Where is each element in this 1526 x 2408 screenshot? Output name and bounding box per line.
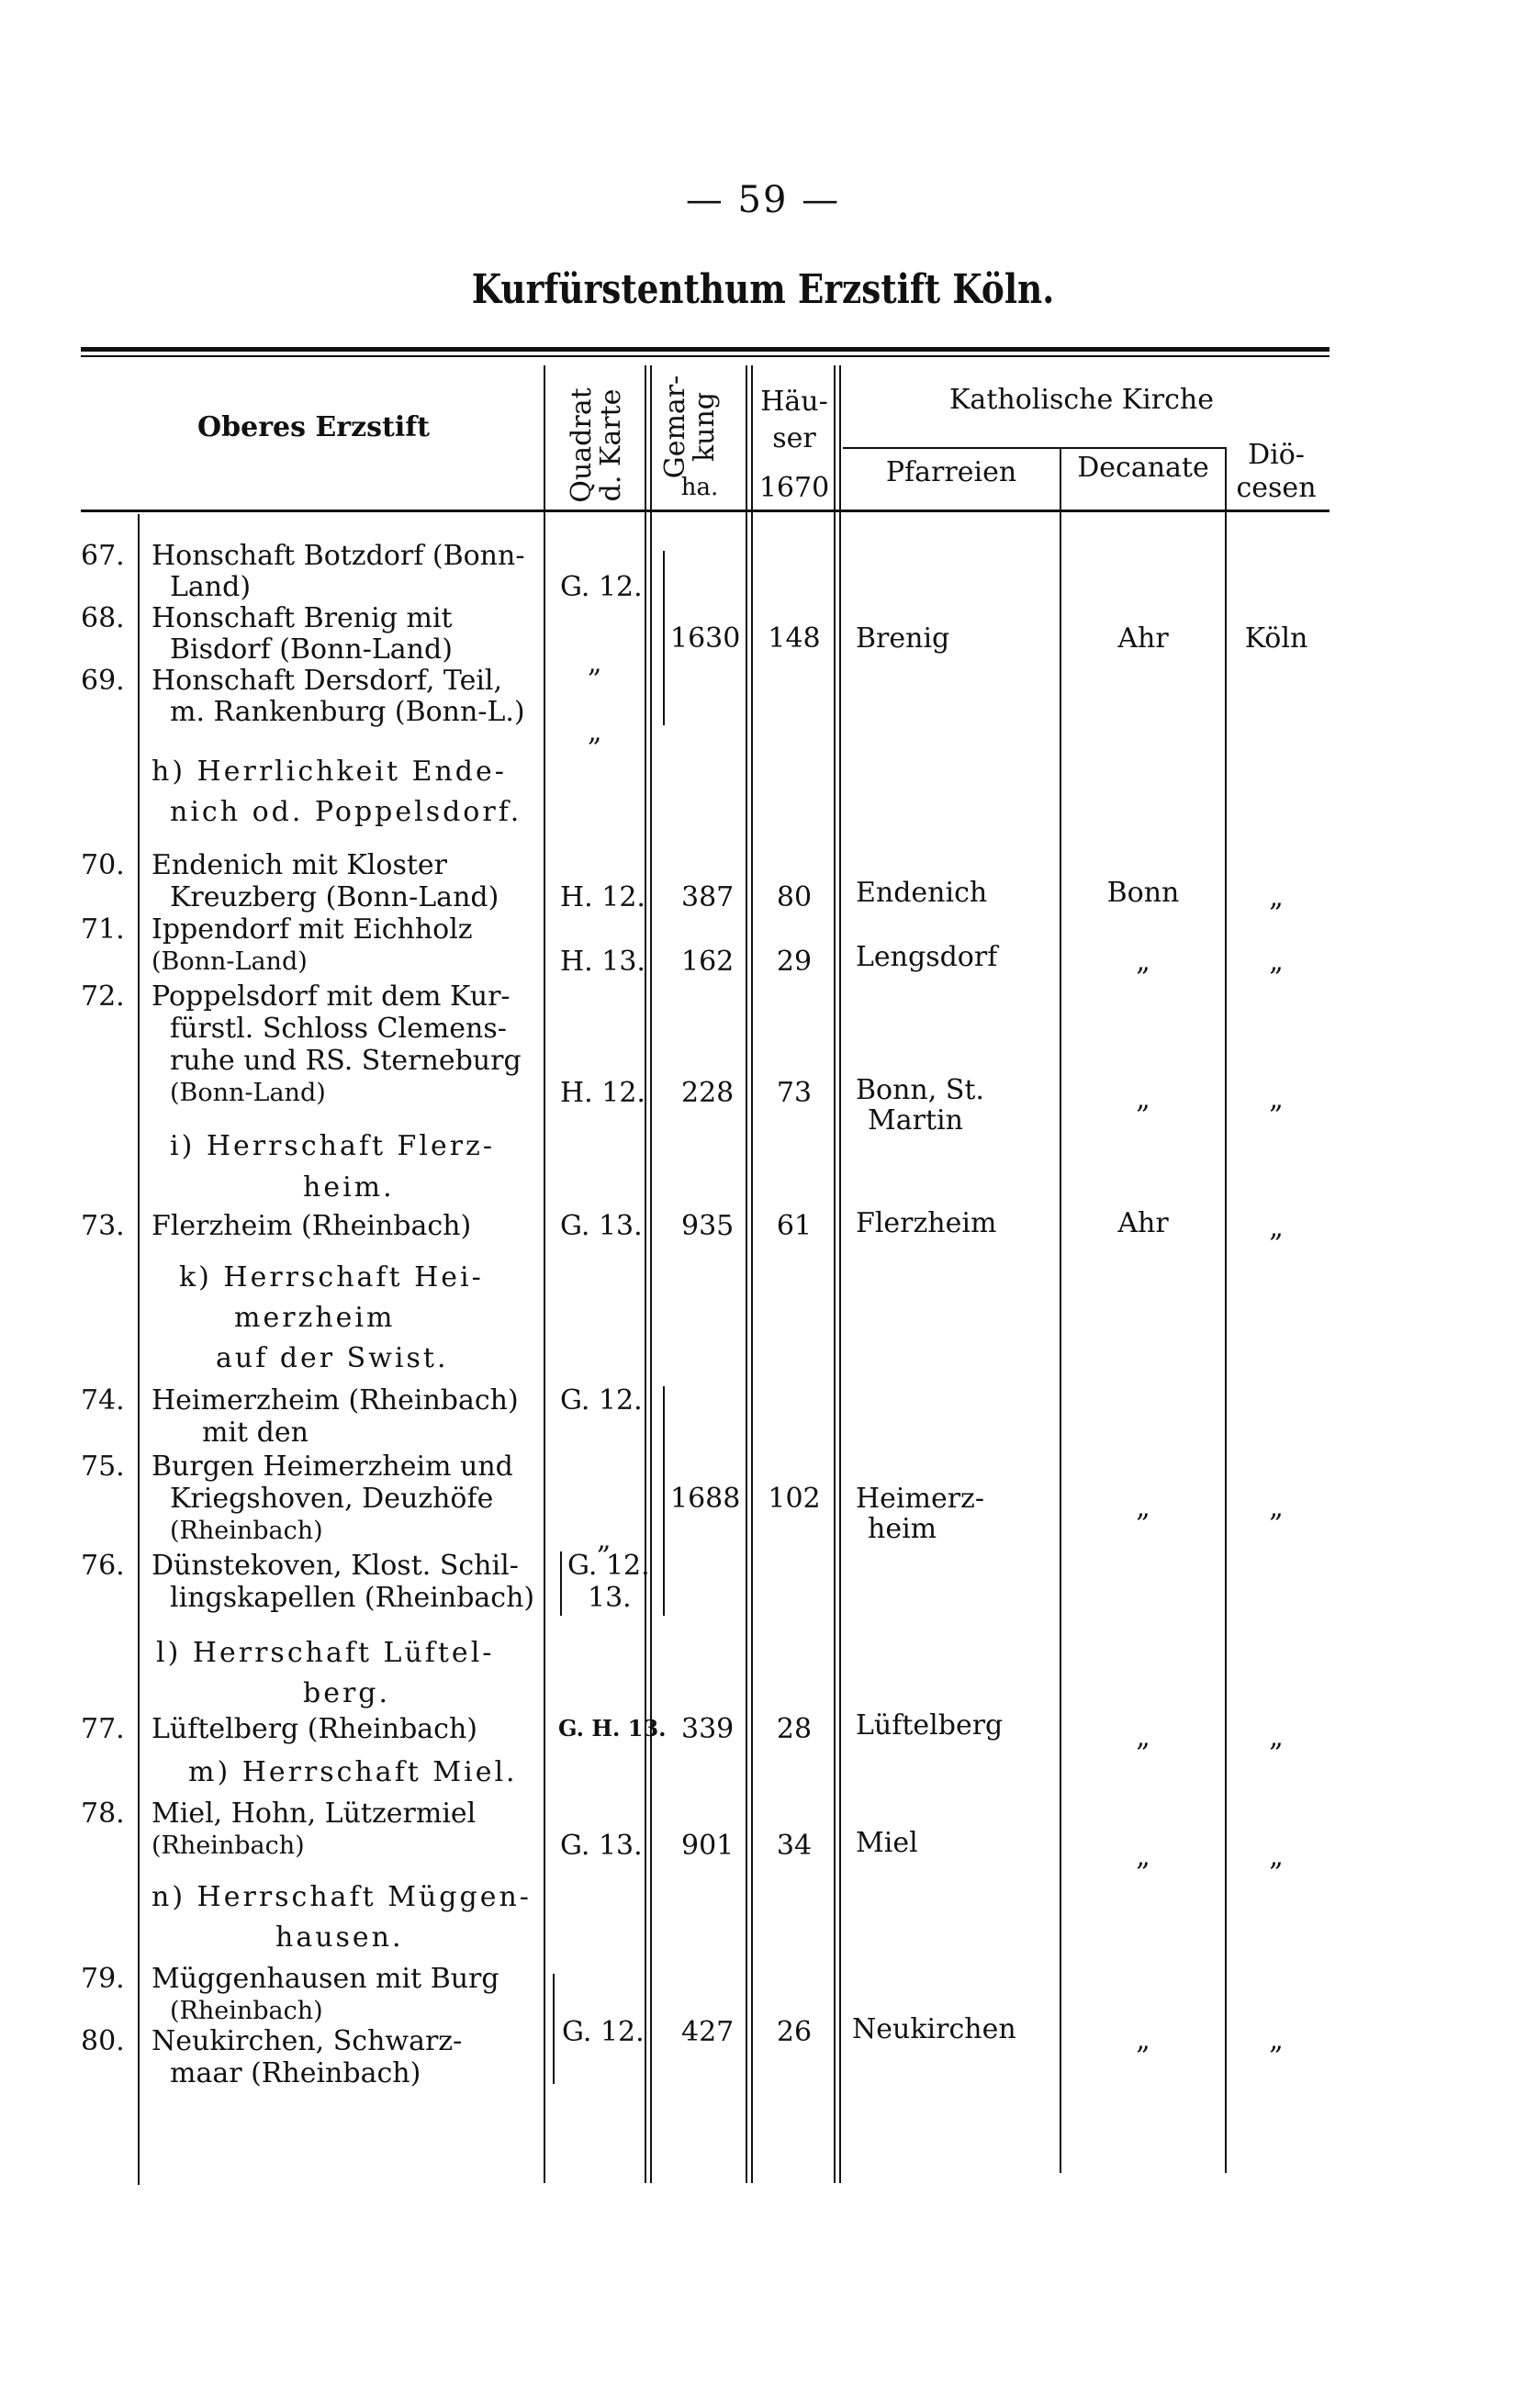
row-houses: 80 [776,881,813,913]
row-desc: Poppelsdorf mit dem Kur- [151,980,511,1013]
header-bottom-rule [81,510,1330,512]
row-area: 935 [681,1210,735,1242]
row-desc: lingskapellen (Rheinbach) [170,1582,535,1614]
section-heading: m) Herrschaft Miel. [188,1756,518,1788]
row-quadrat: „ [588,647,602,679]
group-area: 427 [681,2016,735,2048]
row-desc: Honschaft Brenig mit [151,602,453,634]
section-heading: merzheim [234,1302,396,1334]
row-desc: Bisdorf (Bonn-Land) [170,633,453,666]
row-desc: Neukirchen, Schwarz- [151,2025,463,2057]
row-desc: Land) [170,571,252,603]
header-quadrat-l2: d. Karte [595,388,627,502]
row-parish: Miel [856,1827,918,1859]
col-sep-quad-b [650,365,652,2183]
row-parish: Endenich [856,877,988,909]
row-quadrat: G. 13. [560,1830,643,1862]
row-desc: Honschaft Botzdorf (Bonn- [151,540,525,572]
header-quadrat-l1: Quadrat [566,387,598,503]
row-desc: mit den [202,1417,309,1449]
row-number: 76. [81,1550,125,1582]
row-number: 78. [81,1798,125,1830]
header-katholische-kirche: Katholische Kirche [949,384,1214,416]
row-quadrat: G. 13. [560,1210,643,1242]
row-desc: (Rheinbach) [170,1517,323,1545]
header-haeuser-l2: ser [772,422,816,454]
row-desc: maar (Rheinbach) [170,2057,421,2089]
group-parish: Brenig [856,622,950,655]
page-number: — 59 — [685,179,841,221]
row-houses: 28 [776,1713,813,1745]
row-quadrat: G. 12. [567,1550,650,1582]
header-decanate: Decanate [1077,452,1209,484]
row-desc: Kriegshoven, Deuzhöfe [170,1483,494,1515]
row-quadrat: G. H. 13. [558,1715,667,1742]
group-diocese: Köln [1244,622,1308,655]
row-diocese: „ [1269,881,1284,913]
row-area: 387 [681,881,735,913]
header-gemarkung [661,367,725,487]
row-deanery: „ [1136,1721,1150,1753]
row-quadrat: „ [597,1524,612,1556]
table-top-rule-thin [81,355,1330,357]
page-title: Kurfürstenthum Erzstift Köln. [471,266,1055,313]
section-heading: n) Herrschaft Müggen- [151,1881,532,1913]
row-number: 73. [81,1210,125,1242]
section-heading: hausen. [275,1921,404,1954]
row-desc: Lüftelberg (Rheinbach) [151,1713,477,1745]
header-gemarkung-l2: kung [689,391,721,463]
row-diocese: „ [1269,1212,1284,1244]
table-top-rule [81,347,1330,352]
row-desc: fürstl. Schloss Clemens- [170,1013,507,1045]
header-gemarkung-unit: ha. [680,474,719,501]
col-sep-desc [544,365,545,2183]
col-sep-num [138,514,140,2185]
row-desc: Endenich mit Kloster [151,849,448,881]
row-number: 80. [81,2025,125,2057]
col-sep-deanery [1225,447,1227,2173]
row-desc: Ippendorf mit Eichholz [151,913,473,946]
header-dioecesen-l2: cesen [1236,472,1317,504]
group-quadrat: G. 12. [562,2016,645,2048]
col-sep-parish [1060,447,1061,2173]
brace-quad-r76 [560,1551,562,1616]
row-desc: Heimerzheim (Rheinbach) [151,1384,519,1417]
header-dioecesen-l1: Diö- [1248,439,1305,471]
col-sep-quad-a [645,365,646,2183]
header-haeuser-l1: Häu- [760,386,828,418]
row-number: 77. [81,1713,125,1745]
row-parish: Lengsdorf [856,941,998,973]
section-heading: h) Herrlichkeit Ende- [151,756,507,788]
row-number: 69. [81,665,125,697]
group-parish: Neukirchen [852,2013,1016,2045]
row-number: 67. [81,540,125,572]
group-deanery: Ahr [1117,622,1169,655]
row-quadrat: H. 13. [560,946,645,978]
row-houses: 73 [776,1077,813,1109]
row-number: 68. [81,602,125,634]
row-parish: Bonn, St. [856,1074,984,1106]
row-desc: ruhe und RS. Sterneburg [170,1045,522,1077]
row-quadrat: G. 12. [560,1384,643,1417]
row-desc: Honschaft Dersdorf, Teil, [151,665,503,697]
row-deanery: „ [1136,1083,1150,1115]
row-desc: Müggenhausen mit Burg [151,1963,499,1995]
row-desc: Burgen Heimerzheim und [151,1450,513,1483]
row-quadrat: G. 12. [560,571,643,603]
row-diocese: „ [1269,1721,1284,1753]
row-desc: Dünstekoven, Klost. Schil- [151,1550,519,1582]
church-group-rule [843,447,1225,449]
row-area: 228 [681,1077,735,1109]
group-houses: 148 [768,622,821,655]
row-diocese: „ [1269,946,1284,978]
group-diocese: „ [1269,1492,1284,1524]
row-diocese: „ [1269,1083,1284,1115]
row-deanery: „ [1136,946,1150,978]
row-number: 79. [81,1963,125,1995]
row-quadrat: H. 12. [560,881,645,913]
header-oberes-erzstift: Oberes Erzstift [197,411,431,443]
row-desc: (Bonn-Land) [170,1079,326,1107]
section-heading: l) Herrschaft Lüftel- [156,1637,495,1669]
row-number: 72. [81,980,125,1013]
row-desc: m. Rankenburg (Bonn-L.) [170,696,525,728]
row-deanery: Bonn [1106,877,1180,909]
group-deanery: „ [1136,1492,1150,1524]
row-houses: 34 [776,1830,813,1862]
group-parish: heim [868,1513,937,1545]
col-sep-houses-b [839,365,841,2183]
section-heading: auf der Swist. [216,1342,449,1374]
row-area: 339 [681,1713,735,1745]
row-number: 71. [81,913,125,946]
section-heading: i) Herrschaft Flerz- [170,1130,495,1162]
row-diocese: „ [1269,1841,1284,1873]
row-area: 901 [681,1830,735,1862]
row-area: 162 [681,946,735,978]
group-diocese: „ [1269,2024,1284,2056]
row-houses: 29 [776,946,813,978]
row-desc: (Bonn-Land) [151,947,308,976]
group-area: 1688 [670,1483,741,1515]
row-desc: Kreuzberg (Bonn-Land) [170,881,499,913]
group-houses: 102 [768,1483,821,1515]
row-parish: Flerzheim [856,1207,997,1239]
row-parish: Martin [868,1104,963,1137]
row-number: 70. [81,849,125,881]
header-quadrat [567,381,632,510]
group-deanery: „ [1136,2024,1150,2056]
row-quadrat: 13. [588,1582,632,1614]
row-parish: Lüftelberg [856,1709,1004,1742]
group-houses: 26 [776,2016,813,2048]
brace-group3 [553,1974,555,2084]
header-haeuser-year: 1670 [758,472,830,504]
brace-group2 [663,1386,665,1616]
section-heading: berg. [303,1677,391,1709]
row-quadrat: H. 12. [560,1077,645,1109]
section-heading: nich od. Poppelsdorf. [170,796,522,828]
row-desc: (Rheinbach) [170,1997,323,2025]
row-deanery: „ [1136,1841,1150,1873]
row-number: 74. [81,1384,125,1417]
row-quadrat: „ [588,716,602,748]
brace-group1 [663,551,665,725]
header-gemarkung-l1: Gemar- [659,375,691,479]
row-desc: Flerzheim (Rheinbach) [151,1210,472,1242]
section-heading: heim. [303,1171,395,1204]
header-pfarreien: Pfarreien [885,456,1017,488]
group-area: 1630 [670,622,741,655]
col-sep-area-a [746,365,747,2183]
row-houses: 61 [776,1210,813,1242]
row-desc: Miel, Hohn, Lützermiel [151,1798,477,1830]
section-heading: k) Herrschaft Hei- [179,1261,484,1294]
row-number: 75. [81,1450,125,1483]
group-parish: Heimerz- [856,1483,984,1515]
row-desc: (Rheinbach) [151,1831,305,1860]
row-deanery: Ahr [1117,1207,1169,1239]
